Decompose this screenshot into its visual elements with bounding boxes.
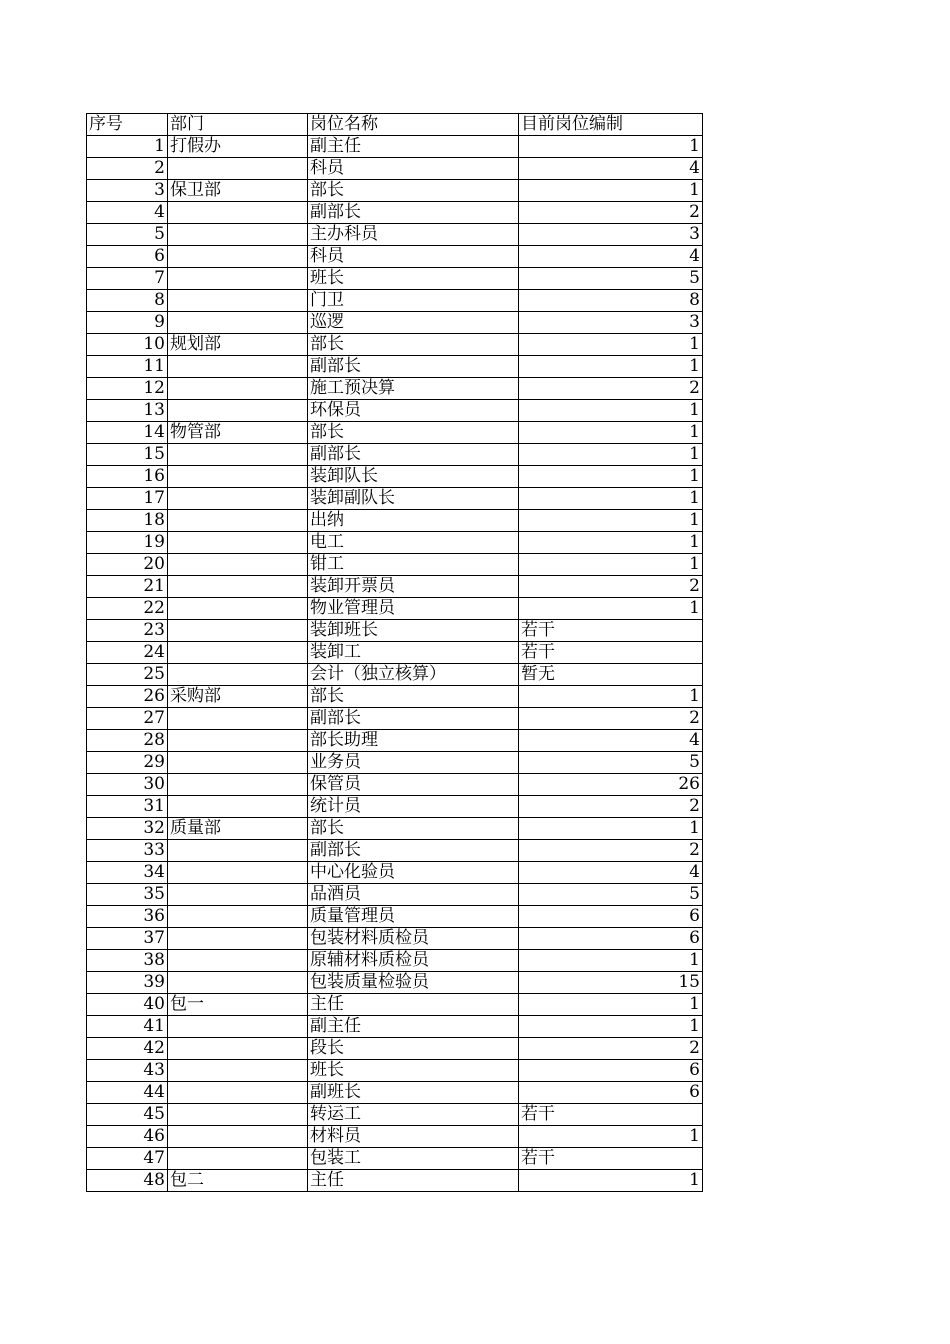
table-row (87, 730, 703, 752)
cell-position[interactable]: 转运工 (308, 1104, 519, 1126)
cell-headcount[interactable]: 1 (519, 334, 703, 356)
cell-position[interactable]: 统计员 (308, 796, 519, 818)
cell-position[interactable]: 出纳 (308, 510, 519, 532)
cell-index[interactable]: 3 (87, 180, 168, 202)
cell-index[interactable]: 35 (87, 884, 168, 906)
table-row (87, 224, 703, 246)
table-row (87, 554, 703, 576)
table-row (87, 1170, 703, 1192)
cell-position[interactable]: 班长 (308, 268, 519, 290)
cell-index[interactable]: 45 (87, 1104, 168, 1126)
cell-department[interactable] (168, 664, 308, 686)
table-row (87, 180, 703, 202)
cell-headcount[interactable]: 若干 (519, 620, 703, 642)
cell-headcount[interactable]: 1 (519, 554, 703, 576)
table-row (87, 620, 703, 642)
cell-department[interactable] (168, 884, 308, 906)
table-row (87, 334, 703, 356)
cell-position[interactable]: 装卸副队长 (308, 488, 519, 510)
cell-index[interactable]: 38 (87, 950, 168, 972)
table-row (87, 510, 703, 532)
cell-department[interactable] (168, 1148, 308, 1170)
cell-headcount[interactable]: 1 (519, 444, 703, 466)
table-row (87, 774, 703, 796)
table-row (87, 1126, 703, 1148)
table-row (87, 708, 703, 730)
cell-department[interactable] (168, 158, 308, 180)
table-row (87, 972, 703, 994)
table-row (87, 576, 703, 598)
cell-department[interactable] (168, 840, 308, 862)
table-row (87, 1038, 703, 1060)
table-row (87, 356, 703, 378)
table-row (87, 246, 703, 268)
cell-index[interactable]: 26 (87, 686, 168, 708)
cell-index[interactable]: 21 (87, 576, 168, 598)
table-row (87, 466, 703, 488)
cell-department[interactable] (168, 1038, 308, 1060)
cell-headcount[interactable]: 2 (519, 202, 703, 224)
cell-department[interactable] (168, 488, 308, 510)
cell-index[interactable]: 47 (87, 1148, 168, 1170)
cell-headcount[interactable]: 8 (519, 290, 703, 312)
cell-department[interactable] (168, 400, 308, 422)
table-row (87, 290, 703, 312)
cell-position[interactable]: 副部长 (308, 708, 519, 730)
cell-department[interactable] (168, 906, 308, 928)
cell-headcount[interactable]: 若干 (519, 1148, 703, 1170)
cell-headcount[interactable]: 6 (519, 906, 703, 928)
cell-index[interactable]: 36 (87, 906, 168, 928)
cell-position[interactable]: 业务员 (308, 752, 519, 774)
cell-position[interactable]: 装卸队长 (308, 466, 519, 488)
cell-department[interactable]: 包二 (168, 1170, 308, 1192)
cell-index[interactable]: 8 (87, 290, 168, 312)
cell-department[interactable] (168, 774, 308, 796)
cell-headcount[interactable]: 5 (519, 884, 703, 906)
cell-department[interactable] (168, 1016, 308, 1038)
cell-index[interactable]: 6 (87, 246, 168, 268)
header-cell-department[interactable]: 部门 (168, 114, 308, 136)
table-row (87, 1060, 703, 1082)
cell-index[interactable]: 23 (87, 620, 168, 642)
cell-headcount[interactable]: 3 (519, 312, 703, 334)
cell-department[interactable] (168, 752, 308, 774)
header-cell-index[interactable]: 序号 (87, 114, 168, 136)
cell-department[interactable] (168, 510, 308, 532)
cell-index[interactable]: 30 (87, 774, 168, 796)
cell-index[interactable]: 20 (87, 554, 168, 576)
cell-headcount[interactable]: 3 (519, 224, 703, 246)
cell-position[interactable]: 部长 (308, 422, 519, 444)
cell-headcount[interactable]: 1 (519, 180, 703, 202)
table-row (87, 312, 703, 334)
cell-index[interactable]: 25 (87, 664, 168, 686)
cell-position[interactable]: 副主任 (308, 1016, 519, 1038)
cell-index[interactable]: 43 (87, 1060, 168, 1082)
cell-headcount[interactable]: 若干 (519, 1104, 703, 1126)
cell-index[interactable]: 27 (87, 708, 168, 730)
header-cell-position[interactable]: 岗位名称 (308, 114, 519, 136)
cell-position[interactable]: 材料员 (308, 1126, 519, 1148)
cell-position[interactable]: 包装材料质检员 (308, 928, 519, 950)
cell-position[interactable]: 包装质量检验员 (308, 972, 519, 994)
cell-index[interactable]: 7 (87, 268, 168, 290)
cell-position[interactable]: 钳工 (308, 554, 519, 576)
cell-position[interactable]: 原辅材料质检员 (308, 950, 519, 972)
cell-headcount[interactable]: 1 (519, 400, 703, 422)
cell-department[interactable] (168, 290, 308, 312)
table-row (87, 136, 703, 158)
cell-headcount[interactable]: 1 (519, 686, 703, 708)
cell-department[interactable]: 保卫部 (168, 180, 308, 202)
cell-index[interactable]: 4 (87, 202, 168, 224)
cell-department[interactable]: 物管部 (168, 422, 308, 444)
cell-headcount[interactable]: 1 (519, 1170, 703, 1192)
table-row (87, 202, 703, 224)
cell-headcount[interactable]: 1 (519, 488, 703, 510)
cell-position[interactable]: 部长 (308, 180, 519, 202)
cell-position[interactable]: 包装工 (308, 1148, 519, 1170)
cell-index[interactable]: 41 (87, 1016, 168, 1038)
cell-department[interactable] (168, 466, 308, 488)
cell-headcount[interactable]: 1 (519, 466, 703, 488)
table-row (87, 532, 703, 554)
cell-headcount[interactable]: 4 (519, 862, 703, 884)
cell-department[interactable] (168, 928, 308, 950)
cell-headcount[interactable]: 5 (519, 752, 703, 774)
table-row (87, 268, 703, 290)
cell-position[interactable]: 物业管理员 (308, 598, 519, 620)
cell-department[interactable] (168, 1060, 308, 1082)
cell-index[interactable]: 46 (87, 1126, 168, 1148)
table-row (87, 796, 703, 818)
cell-headcount[interactable]: 6 (519, 928, 703, 950)
cell-position[interactable]: 装卸班长 (308, 620, 519, 642)
cell-headcount[interactable]: 26 (519, 774, 703, 796)
cell-position[interactable]: 部长助理 (308, 730, 519, 752)
cell-index[interactable]: 13 (87, 400, 168, 422)
cell-position[interactable]: 副部长 (308, 840, 519, 862)
cell-position[interactable]: 装卸工 (308, 642, 519, 664)
cell-headcount[interactable]: 6 (519, 1060, 703, 1082)
table-row (87, 444, 703, 466)
table-row (87, 818, 703, 840)
header-cell-headcount[interactable]: 目前岗位编制 (519, 114, 703, 136)
table-row (87, 488, 703, 510)
cell-department[interactable] (168, 620, 308, 642)
cell-position[interactable]: 中心化验员 (308, 862, 519, 884)
cell-department[interactable] (168, 532, 308, 554)
cell-headcount[interactable]: 暂无 (519, 664, 703, 686)
cell-department[interactable]: 包一 (168, 994, 308, 1016)
cell-position[interactable]: 副主任 (308, 136, 519, 158)
cell-position[interactable]: 保管员 (308, 774, 519, 796)
cell-department[interactable] (168, 598, 308, 620)
cell-position[interactable]: 副部长 (308, 356, 519, 378)
table-row (87, 378, 703, 400)
cell-department[interactable]: 质量部 (168, 818, 308, 840)
cell-department[interactable] (168, 246, 308, 268)
cell-position[interactable]: 会计（独立核算） (308, 664, 519, 686)
cell-position[interactable]: 巡逻 (308, 312, 519, 334)
cell-department[interactable] (168, 862, 308, 884)
cell-position[interactable]: 主任 (308, 1170, 519, 1192)
cell-index[interactable]: 10 (87, 334, 168, 356)
cell-department[interactable] (168, 796, 308, 818)
cell-headcount[interactable]: 1 (519, 1126, 703, 1148)
cell-position[interactable]: 副部长 (308, 444, 519, 466)
cell-position[interactable]: 班长 (308, 1060, 519, 1082)
cell-index[interactable]: 14 (87, 422, 168, 444)
table-row (87, 840, 703, 862)
cell-index[interactable]: 11 (87, 356, 168, 378)
cell-department[interactable] (168, 444, 308, 466)
cell-position[interactable]: 部长 (308, 334, 519, 356)
cell-position[interactable]: 副部长 (308, 202, 519, 224)
cell-index[interactable]: 40 (87, 994, 168, 1016)
cell-department[interactable]: 采购部 (168, 686, 308, 708)
cell-headcount[interactable]: 1 (519, 598, 703, 620)
cell-position[interactable]: 电工 (308, 532, 519, 554)
cell-index[interactable]: 34 (87, 862, 168, 884)
cell-index[interactable]: 16 (87, 466, 168, 488)
cell-position[interactable]: 环保员 (308, 400, 519, 422)
cell-index[interactable]: 31 (87, 796, 168, 818)
cell-headcount[interactable]: 2 (519, 708, 703, 730)
cell-department[interactable] (168, 312, 308, 334)
cell-index[interactable]: 39 (87, 972, 168, 994)
cell-department[interactable] (168, 576, 308, 598)
cell-headcount[interactable]: 6 (519, 1082, 703, 1104)
cell-position[interactable]: 段长 (308, 1038, 519, 1060)
cell-position[interactable]: 科员 (308, 158, 519, 180)
cell-headcount[interactable]: 1 (519, 950, 703, 972)
table-row (87, 1104, 703, 1126)
cell-index[interactable]: 1 (87, 136, 168, 158)
cell-index[interactable]: 12 (87, 378, 168, 400)
cell-headcount[interactable]: 15 (519, 972, 703, 994)
cell-department[interactable] (168, 268, 308, 290)
cell-index[interactable]: 48 (87, 1170, 168, 1192)
table-row (87, 994, 703, 1016)
cell-headcount[interactable]: 若干 (519, 642, 703, 664)
cell-index[interactable]: 18 (87, 510, 168, 532)
cell-index[interactable]: 44 (87, 1082, 168, 1104)
cell-department[interactable]: 打假办 (168, 136, 308, 158)
cell-department[interactable] (168, 1104, 308, 1126)
cell-headcount[interactable]: 2 (519, 576, 703, 598)
cell-position[interactable]: 门卫 (308, 290, 519, 312)
cell-index[interactable]: 42 (87, 1038, 168, 1060)
cell-department[interactable] (168, 554, 308, 576)
table-row (87, 642, 703, 664)
table-row (87, 752, 703, 774)
cell-department[interactable] (168, 224, 308, 246)
cell-headcount[interactable]: 2 (519, 378, 703, 400)
table-row (87, 1082, 703, 1104)
cell-position[interactable]: 部长 (308, 818, 519, 840)
cell-position[interactable]: 品酒员 (308, 884, 519, 906)
cell-index[interactable]: 5 (87, 224, 168, 246)
table-row (87, 664, 703, 686)
staffing-table (86, 113, 703, 1192)
cell-department[interactable] (168, 642, 308, 664)
cell-department[interactable]: 规划部 (168, 334, 308, 356)
cell-department[interactable] (168, 378, 308, 400)
cell-headcount[interactable]: 1 (519, 532, 703, 554)
cell-headcount[interactable]: 4 (519, 246, 703, 268)
cell-position[interactable]: 装卸开票员 (308, 576, 519, 598)
table-row (87, 598, 703, 620)
cell-index[interactable]: 9 (87, 312, 168, 334)
cell-headcount[interactable]: 1 (519, 356, 703, 378)
cell-index[interactable]: 15 (87, 444, 168, 466)
cell-department[interactable] (168, 950, 308, 972)
cell-headcount[interactable]: 1 (519, 818, 703, 840)
cell-position[interactable]: 主任 (308, 994, 519, 1016)
cell-position[interactable]: 副班长 (308, 1082, 519, 1104)
table-row (87, 422, 703, 444)
cell-index[interactable]: 22 (87, 598, 168, 620)
cell-index[interactable]: 19 (87, 532, 168, 554)
cell-headcount[interactable]: 4 (519, 730, 703, 752)
cell-position[interactable]: 部长 (308, 686, 519, 708)
cell-headcount[interactable]: 1 (519, 510, 703, 532)
cell-index[interactable]: 17 (87, 488, 168, 510)
cell-headcount[interactable]: 4 (519, 158, 703, 180)
table-row (87, 686, 703, 708)
cell-headcount[interactable]: 2 (519, 840, 703, 862)
cell-department[interactable] (168, 730, 308, 752)
table-row (87, 1016, 703, 1038)
cell-index[interactable]: 28 (87, 730, 168, 752)
table-row (87, 884, 703, 906)
cell-index[interactable]: 2 (87, 158, 168, 180)
cell-position[interactable]: 质量管理员 (308, 906, 519, 928)
table-row (87, 1148, 703, 1170)
table-row (87, 906, 703, 928)
table-row (87, 862, 703, 884)
table-row (87, 400, 703, 422)
cell-department[interactable] (168, 202, 308, 224)
table-body (87, 136, 703, 1192)
cell-index[interactable]: 37 (87, 928, 168, 950)
cell-department[interactable] (168, 1126, 308, 1148)
cell-headcount[interactable]: 1 (519, 994, 703, 1016)
cell-index[interactable]: 29 (87, 752, 168, 774)
cell-position[interactable]: 施工预决算 (308, 378, 519, 400)
cell-headcount[interactable]: 1 (519, 422, 703, 444)
cell-index[interactable]: 24 (87, 642, 168, 664)
header-row (87, 114, 703, 136)
cell-index[interactable]: 33 (87, 840, 168, 862)
cell-headcount[interactable]: 1 (519, 1016, 703, 1038)
cell-position[interactable]: 主办科员 (308, 224, 519, 246)
cell-index[interactable]: 32 (87, 818, 168, 840)
cell-headcount[interactable]: 2 (519, 1038, 703, 1060)
cell-department[interactable] (168, 1082, 308, 1104)
cell-headcount[interactable]: 1 (519, 136, 703, 158)
cell-headcount[interactable]: 2 (519, 796, 703, 818)
table-row (87, 950, 703, 972)
cell-headcount[interactable]: 5 (519, 268, 703, 290)
cell-department[interactable] (168, 356, 308, 378)
cell-department[interactable] (168, 972, 308, 994)
table-row (87, 928, 703, 950)
cell-department[interactable] (168, 708, 308, 730)
cell-position[interactable]: 科员 (308, 246, 519, 268)
table-row (87, 158, 703, 180)
